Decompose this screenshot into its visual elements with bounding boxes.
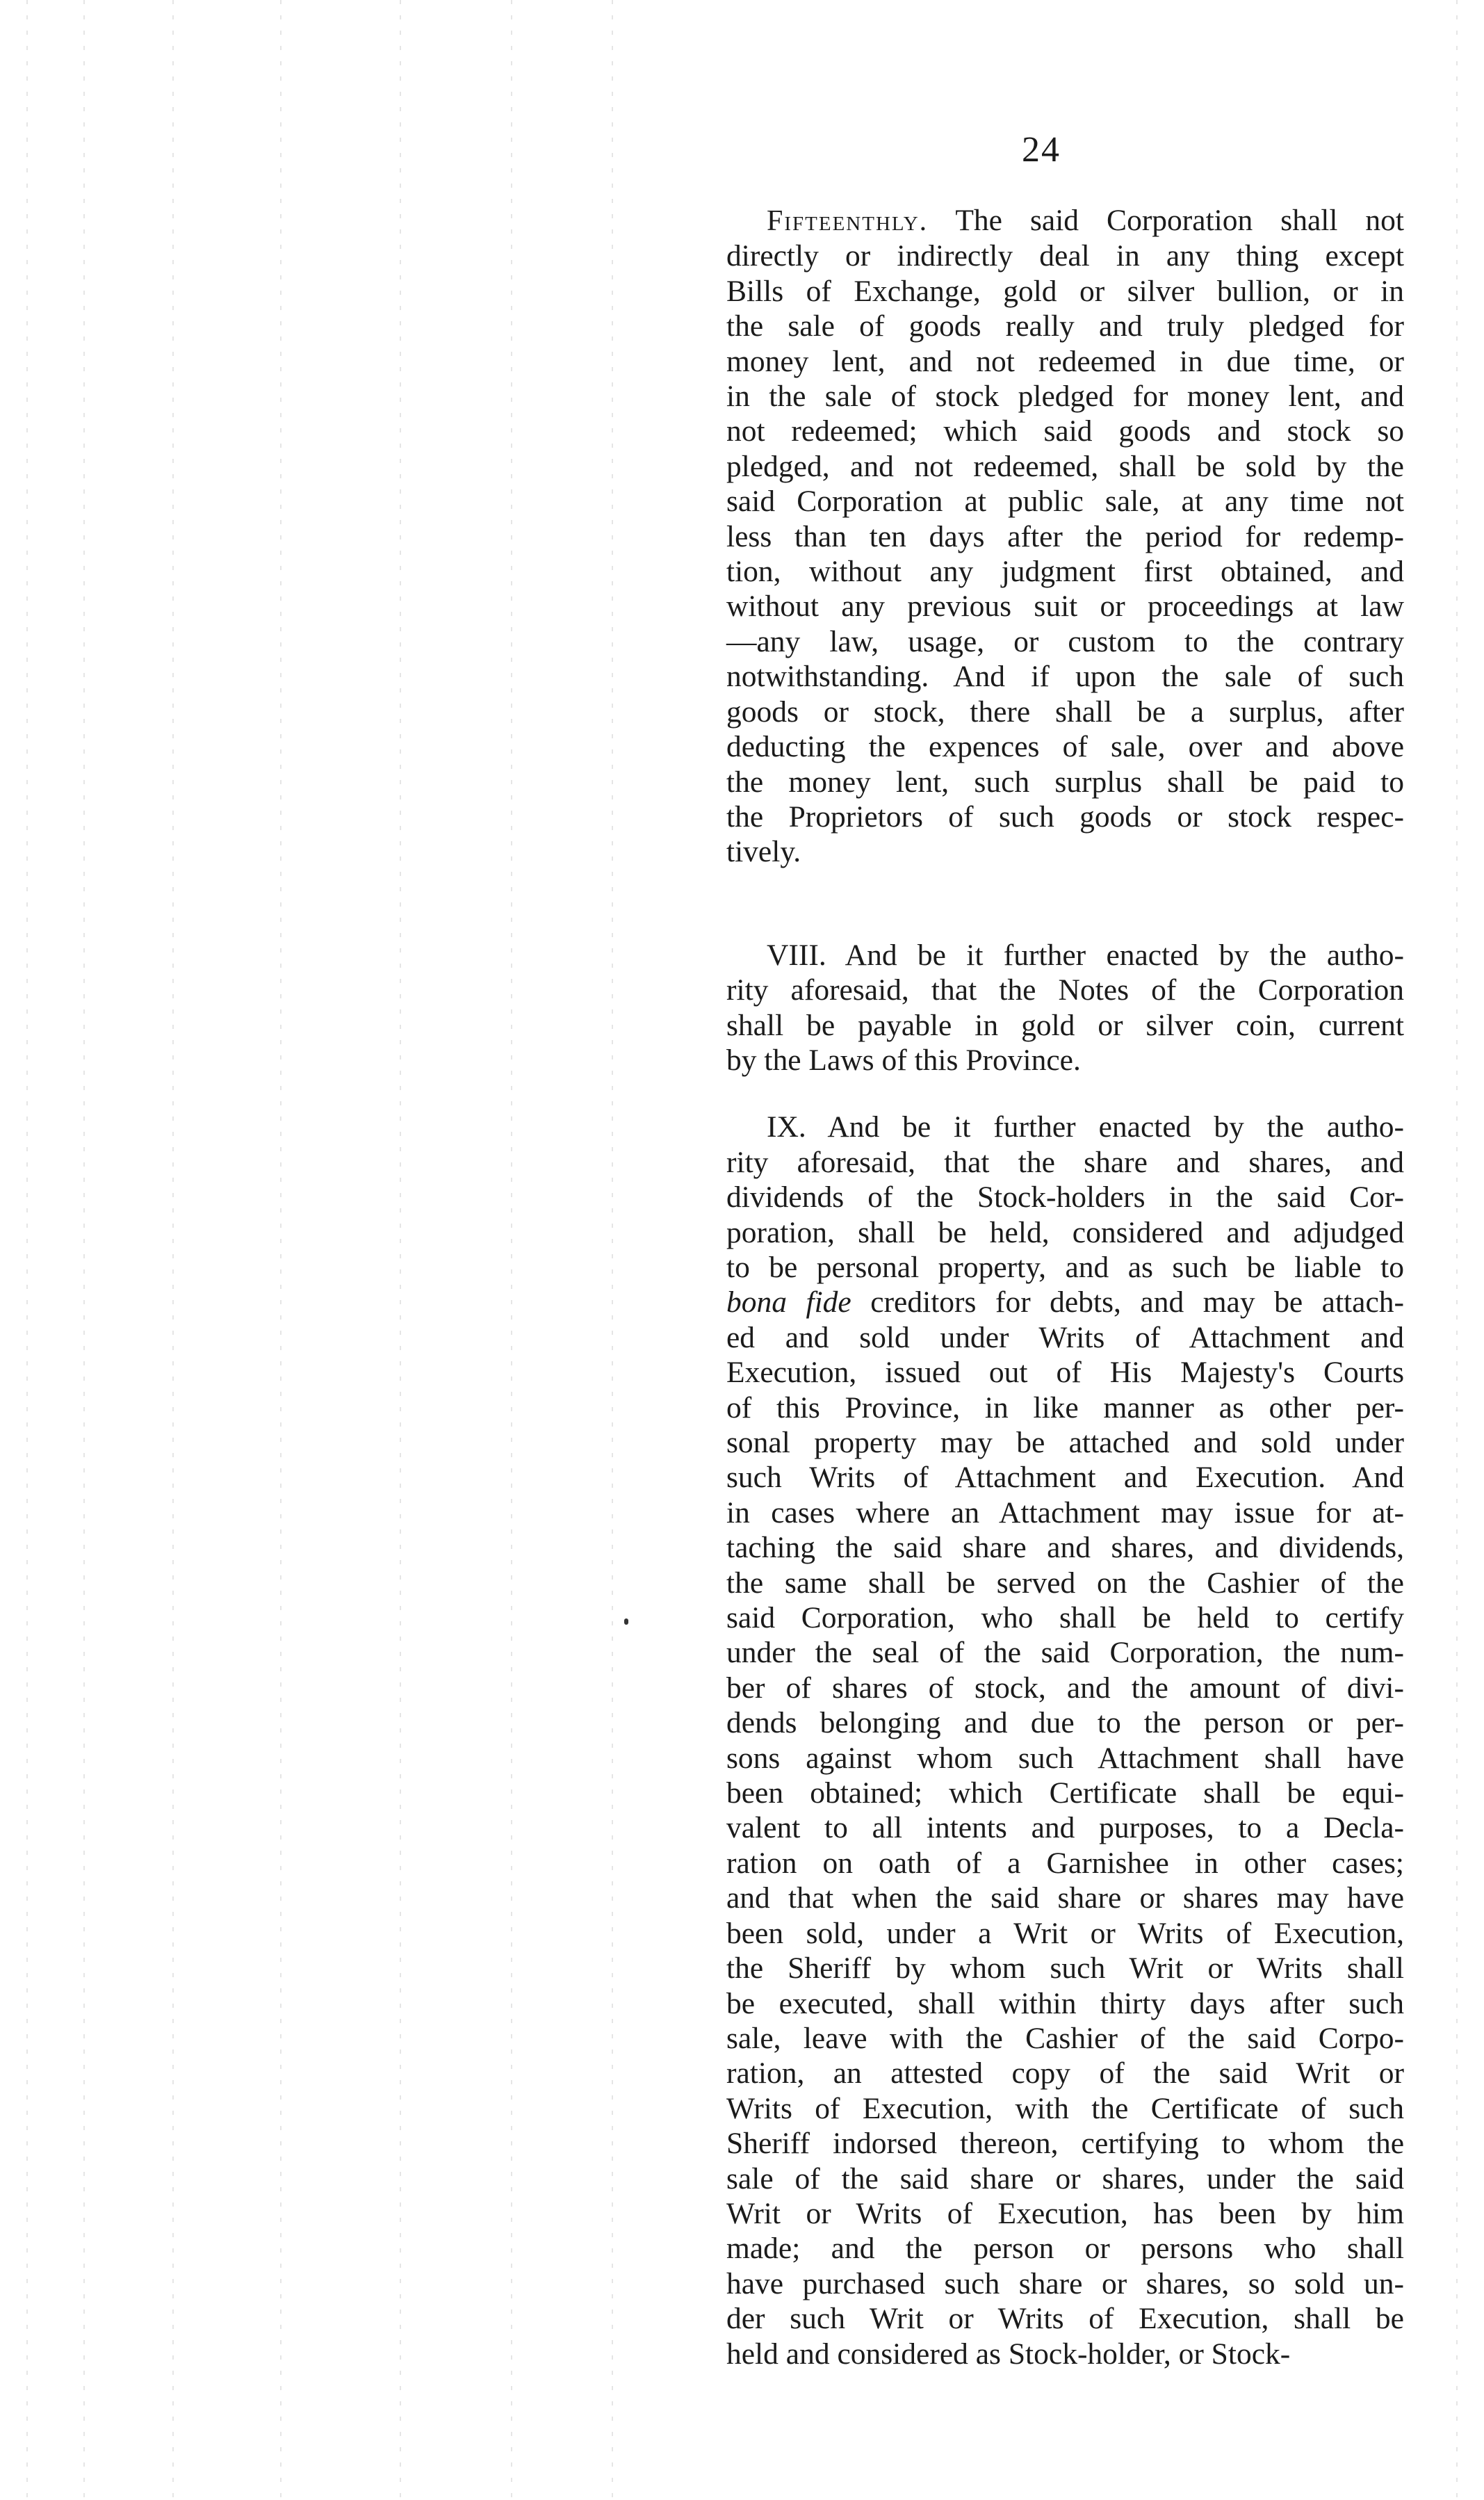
line-text: der such Writ or Writs of Execution, shall be bbox=[726, 2302, 1404, 2336]
line-text: rity aforesaid, that the share and shares, and bbox=[726, 1145, 1404, 1179]
text-line bbox=[726, 2337, 1404, 2371]
line-text: the Proprietors of such goods or stock respec- bbox=[726, 799, 1404, 834]
line-text: shall be payable in gold or silver coin, current bbox=[726, 1008, 1404, 1042]
text-line bbox=[726, 624, 1404, 659]
line-text: said Corporation at public sale, at any time not bbox=[726, 485, 1404, 519]
bleed-through-mark bbox=[172, 0, 174, 2500]
bleed-through-mark bbox=[280, 0, 282, 2500]
text-line bbox=[726, 973, 1404, 1007]
text-line bbox=[726, 484, 1404, 519]
text-line bbox=[726, 554, 1404, 589]
text-column bbox=[726, 203, 1404, 2371]
line-text: have purchased such share or shares, so sold un- bbox=[726, 2266, 1404, 2300]
text-line bbox=[726, 2021, 1404, 2056]
ink-speck bbox=[624, 1618, 628, 1625]
text-line bbox=[726, 449, 1404, 484]
text-line bbox=[726, 1566, 1404, 1600]
line-text: Execution, issued out of His Majesty's Courts bbox=[726, 1356, 1404, 1390]
line-text: ration on oath of a Garnishee in other cases; bbox=[726, 1846, 1404, 1880]
text-line bbox=[726, 1846, 1404, 1881]
line-text: goods or stock, there shall be a surplus, after bbox=[726, 695, 1404, 729]
text-line bbox=[726, 1671, 1404, 1705]
line-text: held and considered as Stock-holder, or Stock- bbox=[726, 2337, 1291, 2371]
text-line bbox=[726, 1250, 1404, 1285]
italic-phrase: bona fide bbox=[726, 1285, 851, 1320]
line-text: been obtained; which Certificate shall be equi- bbox=[726, 1776, 1404, 1810]
line-text: The said Corporation shall not bbox=[928, 204, 1404, 237]
line-text: under the seal of the said Corporation, the num- bbox=[726, 1636, 1404, 1670]
bleed-through-mark bbox=[400, 0, 401, 2500]
text-line bbox=[726, 1881, 1404, 1915]
line-text: rity aforesaid, that the Notes of the Corporation bbox=[726, 973, 1404, 1007]
line-text: sale of the said share or shares, under the said bbox=[726, 2161, 1404, 2195]
line-text: of this Province, in like manner as other per- bbox=[726, 1390, 1404, 1424]
text-line bbox=[726, 1600, 1404, 1635]
text-line bbox=[726, 1741, 1404, 1776]
text-line bbox=[726, 2301, 1404, 2336]
paragraph-section-ix bbox=[726, 1110, 1404, 2371]
line-text: ed and sold under Writs of Attachment and bbox=[726, 1320, 1404, 1354]
text-line bbox=[726, 1320, 1404, 1355]
line-text: sonal property may be attached and sold under bbox=[726, 1426, 1404, 1459]
line-text: ration, an attested copy of the said Writ or bbox=[726, 2056, 1404, 2091]
text-line bbox=[726, 274, 1404, 309]
text-line bbox=[726, 2196, 1404, 2231]
line-text: —any law, usage, or custom to the contrary bbox=[726, 624, 1404, 658]
text-line bbox=[726, 1916, 1404, 1951]
text-line bbox=[726, 589, 1404, 624]
line-text: in cases where an Attachment may issue for at- bbox=[726, 1495, 1404, 1529]
text-line bbox=[726, 309, 1404, 343]
text-line bbox=[726, 695, 1404, 729]
line-text: notwithstanding. And if upon the sale of such bbox=[726, 660, 1404, 694]
text-line bbox=[726, 414, 1404, 448]
line-text: the sale of goods really and truly pledged for bbox=[726, 309, 1404, 343]
text-line bbox=[726, 519, 1404, 554]
text-line bbox=[726, 1425, 1404, 1460]
line-text: to be personal property, and as such be liable to bbox=[726, 1250, 1404, 1284]
line-text: poration, shall be held, considered and adjudged bbox=[726, 1215, 1404, 1249]
line-text: dends belonging and due to the person or per- bbox=[726, 1706, 1404, 1740]
line-text: money lent, and not redeemed in due time, or bbox=[726, 344, 1404, 378]
text-line bbox=[726, 729, 1404, 764]
text-line bbox=[726, 938, 1404, 973]
line-text: sale, leave with the Cashier of the said Corpo- bbox=[726, 2021, 1404, 2055]
text-line bbox=[726, 1145, 1404, 1180]
text-line bbox=[726, 1986, 1404, 2021]
line-text: sons against whom such Attachment shall have bbox=[726, 1741, 1404, 1775]
lead-word: Fifteenthly. bbox=[767, 205, 929, 237]
line-text: the Sheriff by whom such Writ or Writs shall bbox=[726, 1951, 1404, 1986]
text-line bbox=[726, 2056, 1404, 2091]
line-text: been sold, under a Writ or Writs of Execution, bbox=[726, 1916, 1404, 1950]
line-text: Sheriff indorsed thereon, certifying to whom the bbox=[726, 2127, 1404, 2161]
text-line bbox=[726, 1110, 1404, 1144]
text-line bbox=[726, 2231, 1404, 2266]
text-line bbox=[726, 1951, 1404, 1986]
text-line bbox=[726, 1215, 1404, 1250]
text-line: bona fide creditors for debts, and may be attach- bbox=[726, 1285, 1404, 1320]
text-line bbox=[726, 1705, 1404, 1740]
text-line bbox=[726, 1390, 1404, 1425]
line-text: VIII. And be it further enacted by the autho- bbox=[767, 938, 1404, 972]
line-text: dividends of the Stock-holders in the said Cor- bbox=[726, 1180, 1404, 1215]
line-text: Writ or Writs of Execution, has been by him bbox=[726, 2196, 1404, 2230]
text-line bbox=[726, 238, 1404, 273]
paragraph-gap bbox=[726, 870, 1404, 938]
text-line bbox=[726, 1355, 1404, 1390]
text-line bbox=[726, 1043, 1404, 1078]
line-text: not redeemed; which said goods and stock so bbox=[726, 414, 1404, 448]
bleed-through-mark bbox=[26, 0, 28, 2500]
line-text: said Corporation, who shall be held to certify bbox=[726, 1601, 1404, 1635]
line-text: the money lent, such surplus shall be paid to bbox=[726, 765, 1404, 799]
line-text: less than ten days after the period for redemp- bbox=[726, 519, 1404, 553]
line-text: made; and the person or persons who shall bbox=[726, 2232, 1404, 2266]
text-line bbox=[726, 799, 1404, 834]
text-line bbox=[726, 2266, 1404, 2301]
text-line bbox=[726, 2091, 1404, 2126]
text-line bbox=[726, 2161, 1404, 2196]
line-text: IX. And be it further enacted by the autho- bbox=[767, 1110, 1404, 1144]
text-line bbox=[726, 1635, 1404, 1670]
bleed-through-mark bbox=[511, 0, 512, 2500]
bleed-through-mark bbox=[612, 0, 613, 2500]
text-line bbox=[726, 1495, 1404, 1530]
text-line bbox=[726, 1008, 1404, 1043]
line-text: and that when the said share or shares may have bbox=[726, 1881, 1404, 1915]
text-line bbox=[726, 1460, 1404, 1495]
line-text: by the Laws of this Province. bbox=[726, 1043, 1081, 1077]
text-line bbox=[726, 1776, 1404, 1810]
line-text: pledged, and not redeemed, shall be sold by the bbox=[726, 449, 1404, 483]
text-line bbox=[726, 2126, 1404, 2161]
text-line bbox=[726, 344, 1404, 379]
line-text: without any previous suit or proceedings at law bbox=[726, 590, 1404, 624]
bleed-through-mark bbox=[1456, 0, 1458, 2500]
line-text: deducting the expences of sale, over and above bbox=[726, 730, 1404, 764]
text-line bbox=[726, 1530, 1404, 1565]
paragraph-gap bbox=[726, 1078, 1404, 1110]
paragraph-section-viii bbox=[726, 938, 1404, 1078]
line-text: be executed, shall within thirty days after such bbox=[726, 1986, 1404, 2020]
bleed-through-mark bbox=[83, 0, 85, 2500]
line-text: tion, without any judgment first obtained, and bbox=[726, 555, 1404, 589]
text-line bbox=[726, 765, 1404, 799]
line-text: ber of shares of stock, and the amount of divi- bbox=[726, 1671, 1404, 1705]
text-line bbox=[726, 1180, 1404, 1215]
paragraph-fifteenthly bbox=[726, 203, 1404, 870]
text-line bbox=[726, 1810, 1404, 1845]
line-text: valent to all intents and purposes, to a Decla- bbox=[726, 1811, 1404, 1845]
text-line bbox=[726, 379, 1404, 414]
line-text: directly or indirectly deal in any thing except bbox=[726, 239, 1404, 273]
line-text: Writs of Execution, with the Certificate of such bbox=[726, 2091, 1404, 2125]
text-line bbox=[726, 203, 1404, 238]
text-line bbox=[726, 834, 1404, 869]
line-text: in the sale of stock pledged for money lent, and bbox=[726, 380, 1404, 414]
line-text: taching the said share and shares, and dividends, bbox=[726, 1531, 1404, 1565]
line-text: such Writs of Attachment and Execution. And bbox=[726, 1461, 1404, 1495]
line-text: the same shall be served on the Cashier of the bbox=[726, 1566, 1404, 1600]
line-text: tively. bbox=[726, 835, 801, 869]
page-number: 24 bbox=[1022, 130, 1061, 170]
text-line bbox=[726, 659, 1404, 694]
line-text: Bills of Exchange, gold or silver bullion, or in bbox=[726, 274, 1404, 308]
